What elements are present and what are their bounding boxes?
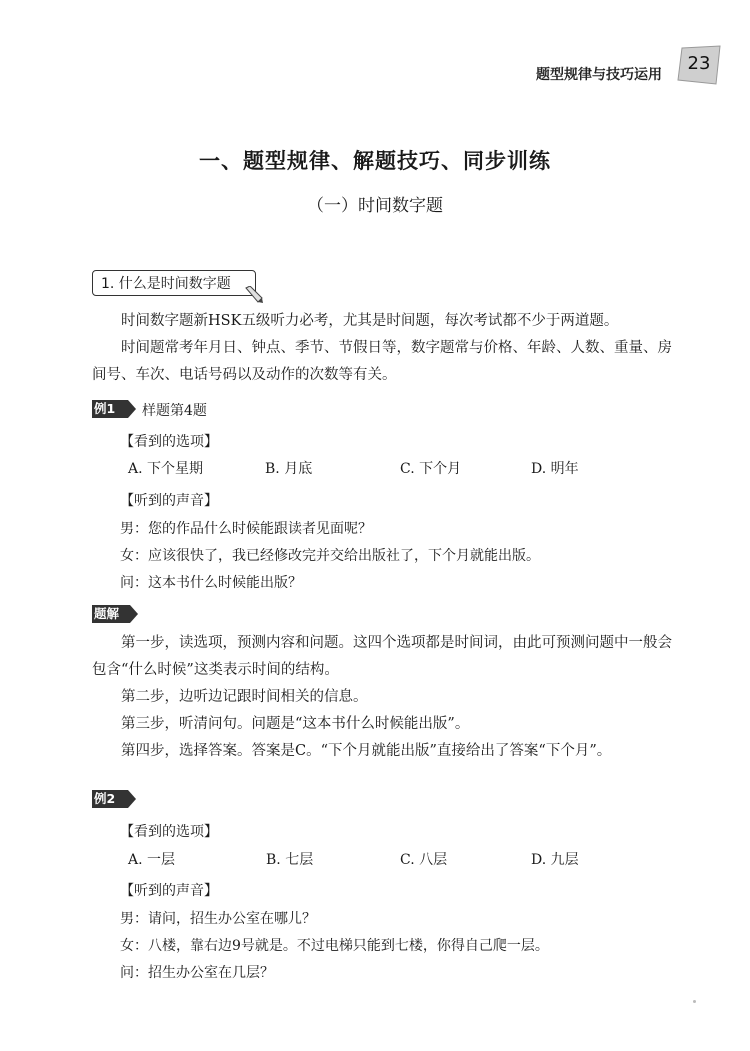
intro-paragraph-2: 时间题常考年月日、钟点、季节、节假日等，数字题常与价格、年龄、人数、重量、房间号、车次、电话号码以及动作的次数等有关。: [92, 340, 672, 383]
example-1-dialogue-line: 问：这本书什么时候能出版？: [120, 575, 302, 591]
intro-paragraph-1: 时间数字题新HSK五级听力必考，尤其是时间题，每次考试都不少于两道题。: [121, 313, 619, 329]
example-2-dialogue-line: 男：请问，招生办公室在哪儿？: [120, 911, 316, 927]
example-1-option-c: C. 下个月: [400, 461, 462, 477]
solution-step-1: 第一步，读选项，预测内容和问题。这四个选项都是时间词，由此可预测问题中一般会包含“什么时候”这类表示时间的结构。: [92, 635, 672, 678]
example-2-dialogue-line: 问：招生办公室在几层？: [120, 965, 274, 981]
solution-tag-label: 题解: [94, 606, 120, 621]
example-2-option-b: B. 七层: [266, 852, 314, 868]
example-2-tag-label: 例2: [94, 791, 116, 806]
section-label: 1. 什么是时间数字题: [101, 276, 231, 292]
example-2-option-d: D. 九层: [531, 852, 579, 868]
example-1-option-d: D. 明年: [531, 461, 579, 477]
example-1-options-header: 【看到的选项】: [120, 434, 218, 450]
solution-tag: [92, 605, 138, 623]
solution-step-2: 第二步，边听边记跟时间相关的信息。: [121, 689, 368, 705]
running-header-title: 题型规律与技巧运用: [536, 67, 662, 83]
example-1-dialogue-line: 女：应该很快了，我已经修改完并交给出版社了，下个月就能出版。: [120, 548, 540, 564]
example-2-dialogue-line: 女：八楼，靠右边9号就是。不过电梯只能到七楼，你得自己爬一层。: [120, 938, 549, 954]
example-2-option-a: A. 一层: [128, 852, 176, 868]
solution-step-4: 第四步，选择答案。答案是C。“下个月就能出版”直接给出了答案“下个月”。: [121, 743, 612, 759]
example-1-source: 样题第4题: [142, 403, 207, 419]
example-1-option-b: B. 月底: [265, 461, 313, 477]
section-subtitle: （一）时间数字题: [307, 196, 443, 216]
solution-step-3: 第三步，听清问句。问题是“这本书什么时候能出版”。: [121, 716, 470, 732]
example-1-tag: [92, 400, 136, 418]
example-2-options-header: 【看到的选项】: [120, 824, 218, 840]
example-1-dialogue-line: 男：您的作品什么时候能跟读者见面呢？: [120, 521, 372, 537]
pencil-icon: [244, 286, 264, 304]
example-1-option-a: A. 下个星期: [128, 461, 204, 477]
example-2-option-c: C. 八层: [400, 852, 448, 868]
section-label-box: [92, 270, 256, 296]
example-2-tag: [92, 790, 136, 808]
example-1-audio-header: 【听到的声音】: [120, 493, 218, 509]
decorative-dot: [693, 1000, 696, 1003]
chapter-title: 一、题型规律、解题技巧、同步训练: [199, 148, 551, 173]
page-number-badge: [676, 44, 722, 86]
example-1-tag-label: 例1: [94, 401, 116, 416]
page-number: 23: [687, 53, 711, 74]
example-2-audio-header: 【听到的声音】: [120, 883, 218, 899]
